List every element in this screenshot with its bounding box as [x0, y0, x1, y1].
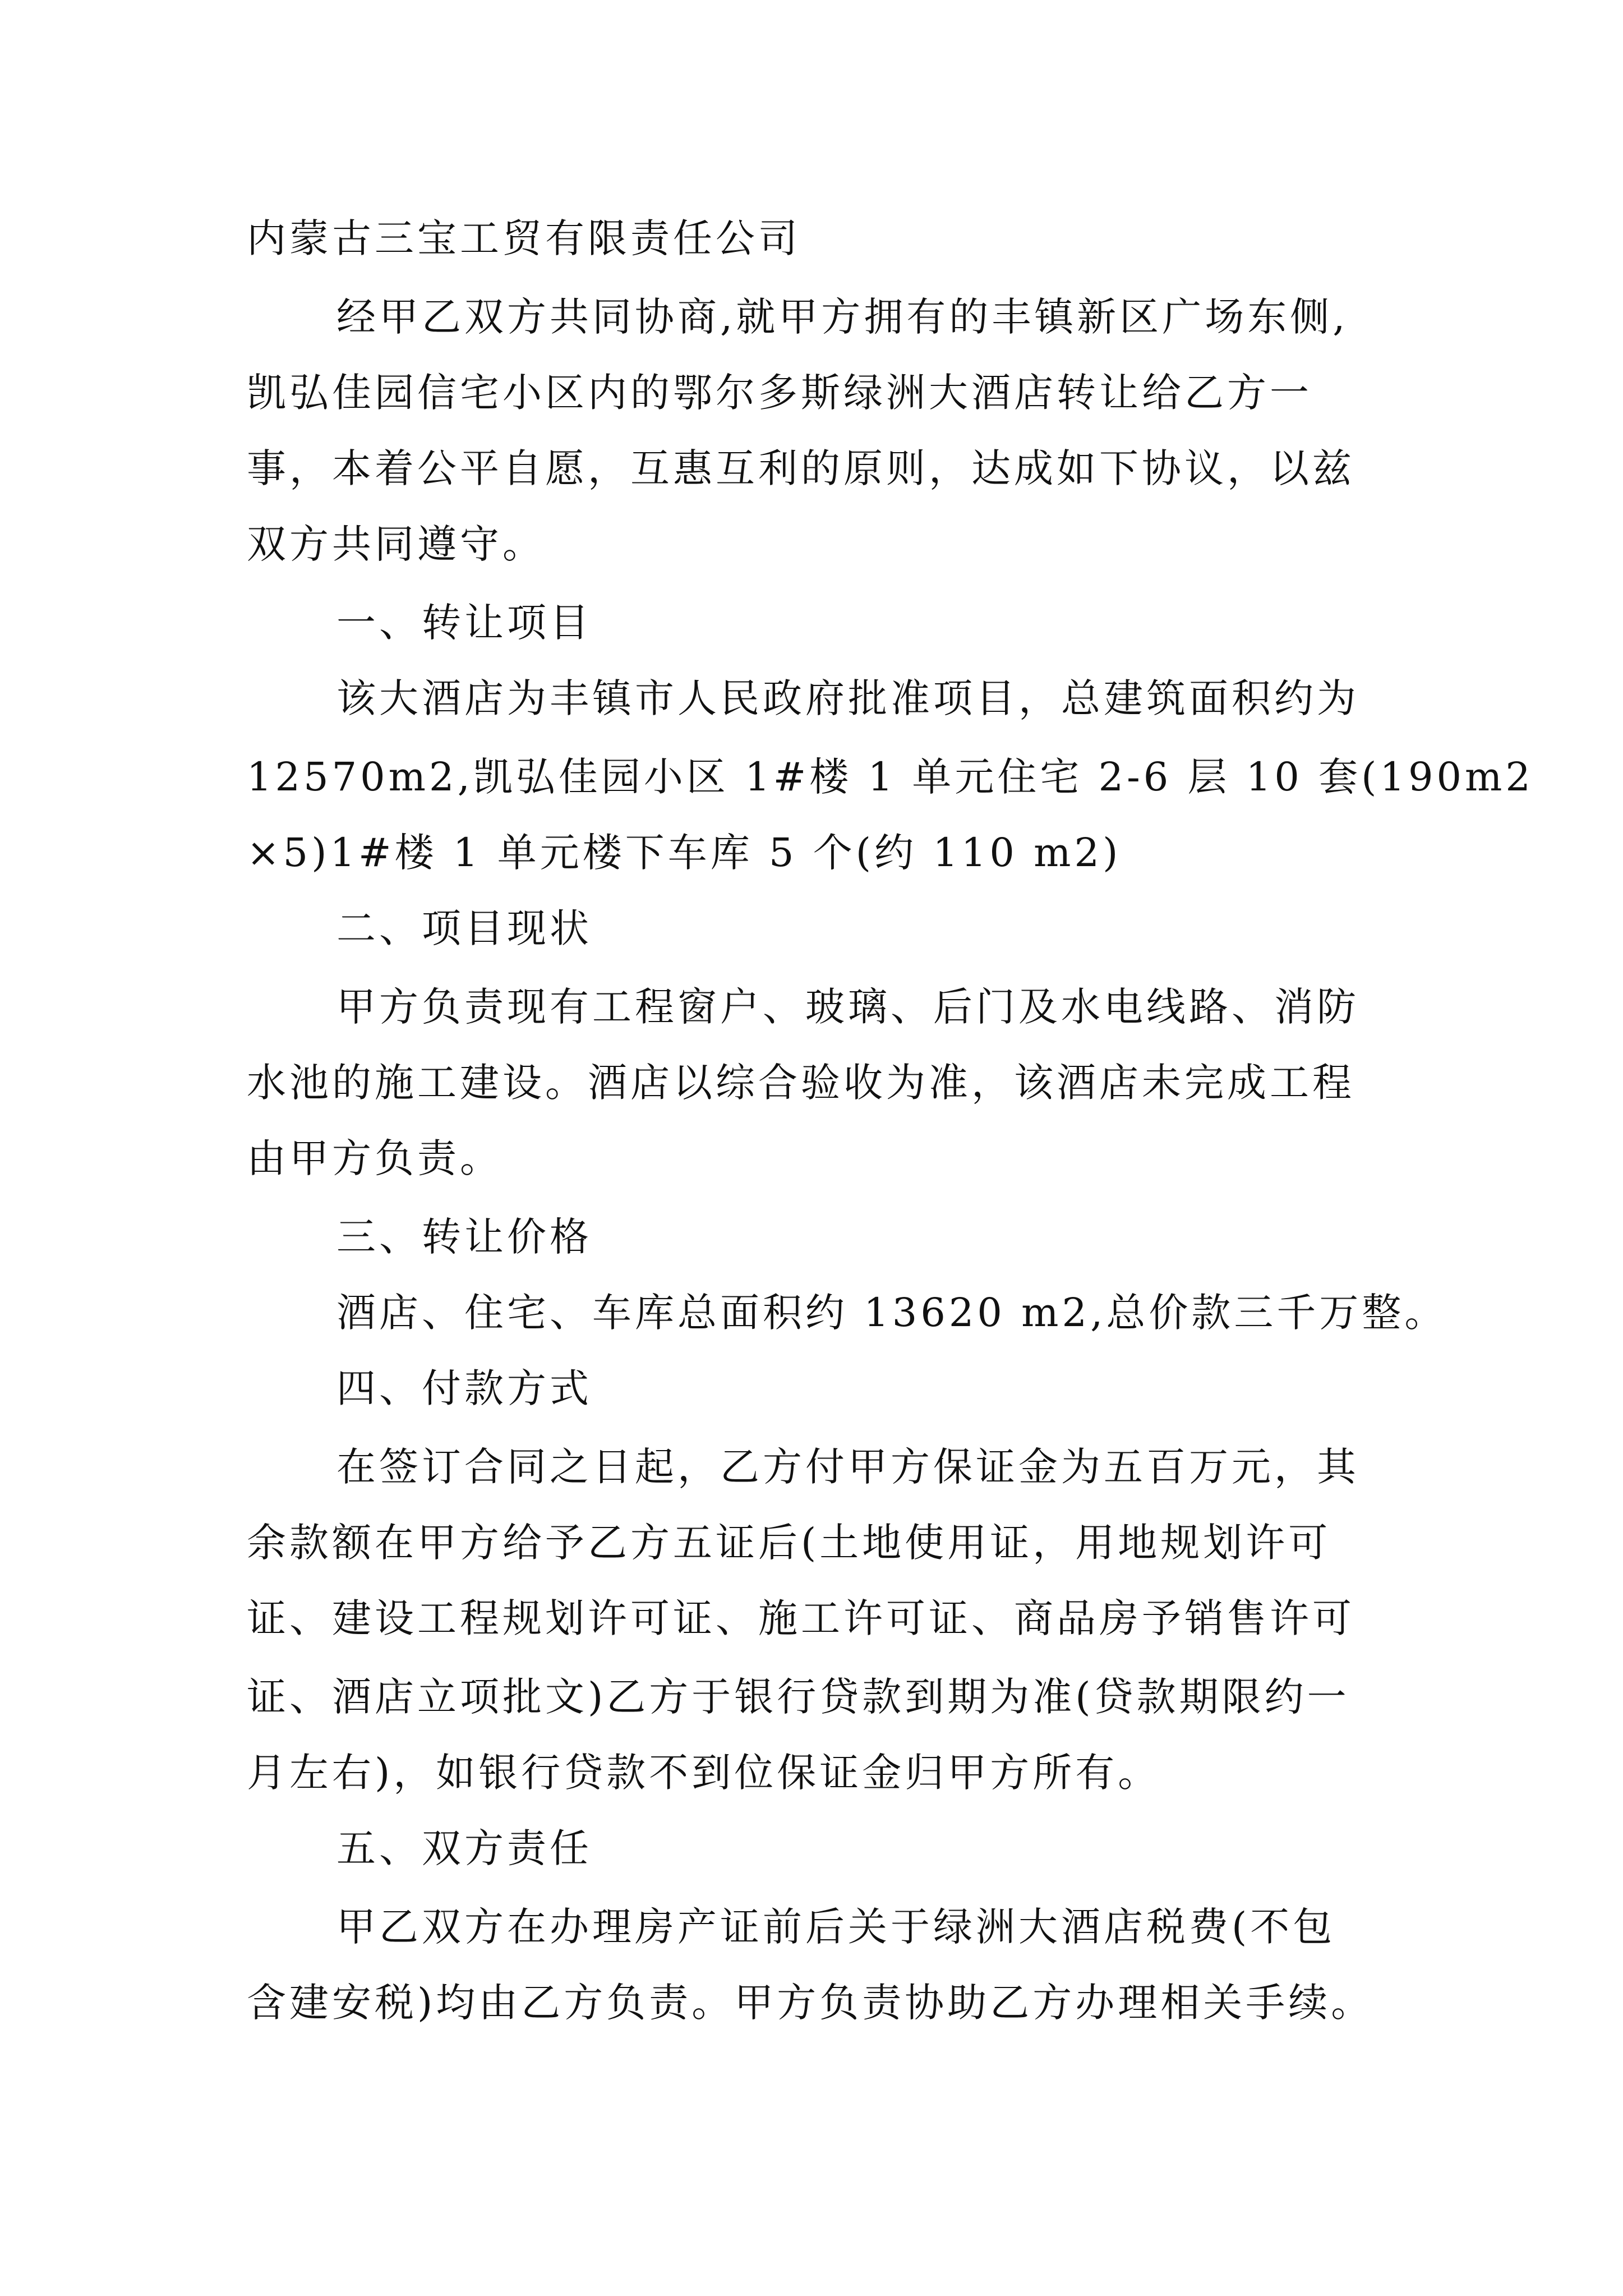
- paragraph-line: 事，本着公平自愿，互惠互利的原则，达成如下协议，以兹: [247, 445, 1355, 491]
- paragraph-line: 甲乙双方在办理房产证前后关于绿洲大酒店税费(不包: [336, 1904, 1336, 1950]
- paragraph-line: 证、酒店立项批文)乙方于银行贷款到期为准(贷款期限约一: [247, 1674, 1350, 1720]
- paragraph-line: 证、建设工程规划许可证、施工许可证、商品房予销售许可: [247, 1595, 1355, 1641]
- paragraph-line: 月左右)，如银行贷款不到位保证金归甲方所有。: [247, 1750, 1161, 1796]
- section-heading: 二、项目现状: [336, 905, 592, 951]
- paragraph-line: ×5)1#楼 1 单元楼下车库 5 个(约 110 m2): [247, 830, 1122, 876]
- paragraph-line: 该大酒店为丰镇市人民政府批准项目，总建筑面积约为: [336, 675, 1359, 721]
- section-heading: 一、转让项目: [336, 600, 592, 646]
- addressee-line: 内蒙古三宝工贸有限责任公司: [247, 215, 801, 261]
- paragraph-line: 双方共同遵守。: [247, 521, 545, 567]
- paragraph-line: 凯弘佳园信宅小区内的鄂尔多斯绿洲大酒店转让给乙方一: [247, 370, 1312, 416]
- paragraph-line: 在签订合同之日起，乙方付甲方保证金为五百万元，其: [336, 1444, 1359, 1490]
- paragraph-line: 由甲方负责。: [247, 1135, 502, 1181]
- paragraph-line: 酒店、住宅、车库总面积约 13620 m2,总价款三千万整。: [336, 1290, 1447, 1336]
- paragraph-line: 经甲乙双方共同协商,就甲方拥有的丰镇新区广场东侧,: [336, 294, 1349, 340]
- section-heading: 三、转让价格: [336, 1214, 592, 1260]
- paragraph-line: 含建安税)均由乙方负责。甲方负责协助乙方办理相关手续。: [247, 1980, 1374, 2026]
- section-heading: 五、双方责任: [336, 1825, 592, 1871]
- paragraph-line: 12570m2,凯弘佳园小区 1#楼 1 单元住宅 2-6 层 10 套(190m2: [247, 754, 1534, 800]
- section-heading: 四、付款方式: [336, 1365, 592, 1411]
- paragraph-line: 甲方负责现有工程窗户、玻璃、后门及水电线路、消防: [336, 984, 1359, 1030]
- paragraph-line: 水池的施工建设。酒店以综合验收为准，该酒店未完成工程: [247, 1060, 1355, 1106]
- paragraph-line: 余款额在甲方给予乙方五证后(土地使用证，用地规划许可: [247, 1520, 1331, 1566]
